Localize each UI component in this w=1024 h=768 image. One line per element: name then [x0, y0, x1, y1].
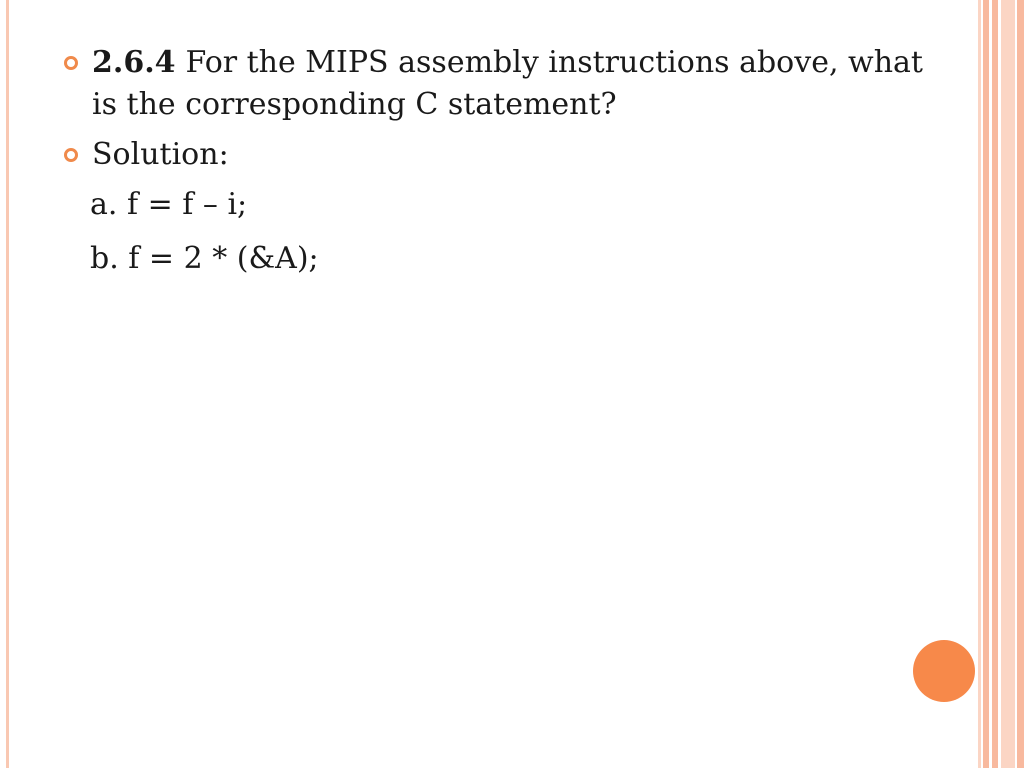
right-decorative-stripe — [983, 0, 989, 768]
solution-bullet — [62, 134, 942, 176]
question-number: 2.6.4 — [92, 45, 176, 80]
bullet-icon — [64, 148, 78, 162]
answer-a: a. f = f – i; — [90, 187, 248, 222]
right-decorative-stripe — [992, 0, 998, 768]
right-decorative-stripe — [1017, 0, 1024, 768]
question-text: For the MIPS assembly instructions above, what is the corresponding C statement? — [92, 45, 923, 122]
bullet-icon — [64, 56, 78, 70]
answer-b: b. f = 2 * (&A); — [90, 241, 319, 276]
decorative-circle-icon — [913, 640, 975, 702]
right-decorative-stripe — [978, 0, 981, 768]
left-decorative-stripe — [6, 0, 9, 768]
slide-content — [62, 42, 942, 280]
solution-label: Solution: — [92, 137, 229, 172]
question-bullet — [62, 42, 942, 126]
right-decorative-stripe — [1001, 0, 1015, 768]
